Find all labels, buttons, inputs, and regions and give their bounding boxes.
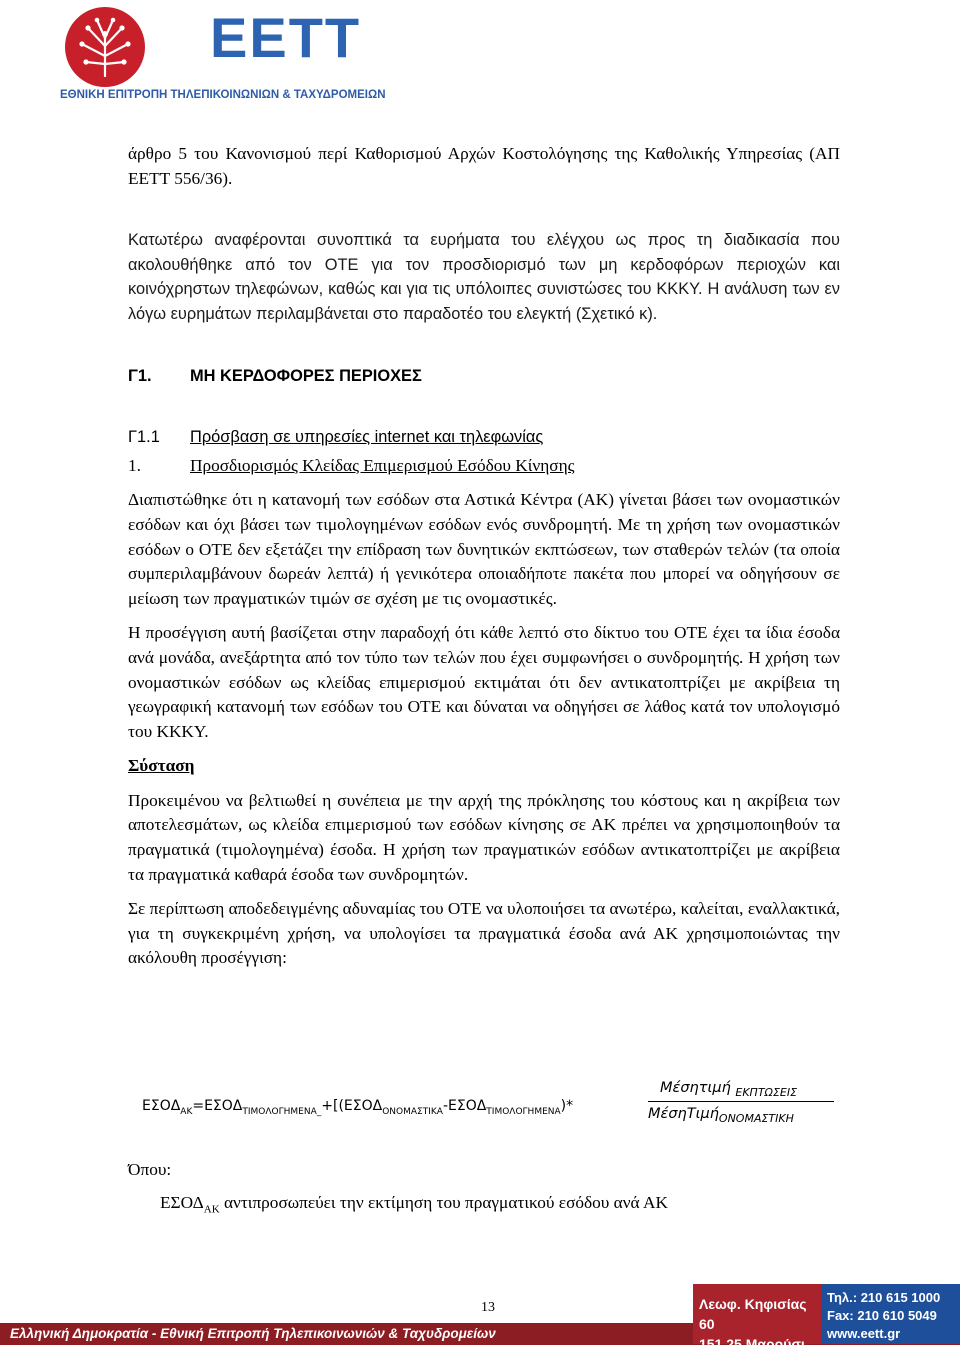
- denominator-main: ΜέσηΤιμή: [648, 1105, 719, 1122]
- item-number: 1.: [128, 455, 141, 475]
- formula-fraction: [648, 1080, 848, 1125]
- definition: [160, 1193, 668, 1215]
- formula-sub: ΤΙΜΟΛΟΓΗΜΕΝΑ: [486, 1106, 561, 1117]
- paragraph-3: Διαπιστώθηκε ότι η κατανομή των εσόδων στα Αστικά Κέντρα (ΑΚ) γίνεται βάσει των ονομαστικών εσόδων και όχι βάσει των τιμολογημένων εσόδων ενός συνδρομητή. Με τη χρήση των ονομαστικών εσόδων ο ΟΤΕ δεν εξετάζει την επίδραση των δυνητικών εκπτώσεων, των σταθερών τελών (τα οποία συμπεριλαμβάνουν δωρεάν λεπτά) ή γενικότερα οποιαδήποτε πακέτα που μπορεί να οδηγήσουν σε μείωση των πραγματικών τιμών σε σχέση με τις ονομαστικές.: [128, 490, 840, 608]
- numerator-main: Μέσητιμή: [660, 1080, 736, 1096]
- address-line-2: 151 25 Μαρούσι: [699, 1336, 805, 1352]
- formula-sub: ΑΚ: [180, 1106, 193, 1117]
- eett-logo: [60, 6, 386, 106]
- footer-address: [693, 1284, 821, 1352]
- document-body: [128, 142, 840, 971]
- footer-tel: Τηλ.: 210 615 1000: [827, 1290, 941, 1305]
- formula-term: +[(ΕΣΟΔ: [321, 1098, 383, 1114]
- formula-sub: ΟΝΟΜΑΣΤΙΚΑ: [382, 1106, 443, 1117]
- definition-term-sub: ΑΚ: [203, 1203, 220, 1216]
- recommendation-title: Σύσταση: [128, 756, 195, 776]
- formula-term: =ΕΣΟΔ: [192, 1098, 243, 1114]
- section-title: ΜΗ ΚΕΡΔΟΦΟΡΕΣ ΠΕΡΙΟΧΕΣ: [190, 366, 422, 385]
- eett-emblem-icon: [64, 6, 146, 88]
- footer-web: www.eett.gr: [827, 1326, 901, 1341]
- subsection-title: Πρόσβαση σε υπηρεσίες internet και τηλεφωνίας: [190, 428, 544, 447]
- footer-contact: [821, 1284, 960, 1344]
- formula-term: )*: [560, 1098, 574, 1114]
- paragraph-5: Προκειμένου να βελτιωθεί η συνέπεια με την αρχή της πρόκλησης του κόστους και η ακρίβεια των αποτελεσμάτων, ως κλείδα επιμερισμού των εσόδων κίνησης σε ΑΚ πρέπει να χρησιμοποιηθούν τα πραγματικά (τιμολογημένα) έσοδα. Η χρήση των πραγματικών εσόδων αντικατοπτρίζει με ακρίβεια τα πραγματικά καθαρά έσοδα των συνδρομητών.: [128, 790, 840, 884]
- paragraph-2: Κατωτέρω αναφέρονται συνοπτικά τα ευρήματα του ελέγχου ως προς τη διαδικασία που ακολουθήθηκε από τον ΟΤΕ για τον προσδιορισμό των μη κερδοφόρων περιοχών και κοινόχρηστων τηλεφώνων, καθώς και για τις υπόλοιπες συνιστώσες του ΚΚΚΥ. Η ανάλυση των εν λόγω ευρημάτων περιλαμβάνεται στο παραδοτέο του ελεγκτή (Σχετικό κ).: [128, 231, 840, 323]
- fraction-line: [648, 1101, 834, 1102]
- section-heading: [128, 364, 840, 389]
- subsection-heading: [128, 425, 840, 450]
- fraction-numerator: [648, 1080, 848, 1099]
- footer-bar-text: Ελληνική Δημοκρατία - Εθνική Επιτροπή Τηλεπικοινωνιών & Ταχυδρομείων: [10, 1326, 496, 1341]
- numerator-sub: ΕΚΠΤΩΣΕΙΣ: [735, 1085, 798, 1099]
- page-number: 13: [481, 1300, 495, 1315]
- logo-text: ΕΕΤΤ: [210, 6, 362, 69]
- formula-main: [142, 1098, 573, 1117]
- where-label: Όπου:: [128, 1160, 172, 1179]
- address-line-1: Λεωφ. Κηφισίας 60: [699, 1296, 807, 1332]
- item-heading: [128, 454, 840, 479]
- fraction-denominator: [648, 1106, 848, 1125]
- formula-term: -ΕΣΟΔ: [442, 1098, 487, 1114]
- logo-subtitle: ΕΘΝΙΚΗ ΕΠΙΤΡΟΠΗ ΤΗΛΕΠΙΚΟΙΝΩΝΙΩΝ & ΤΑΧΥΔΡΟΜΕΙΩΝ: [60, 89, 386, 101]
- paragraph-4: Η προσέγγιση αυτή βασίζεται στην παραδοχή ότι κάθε λεπτό στο δίκτυο του ΟΤΕ έχει τα ίδια έσοδα ανά μονάδα, ανεξάρτητα από τον τύπο των τελών που έχει συμφωνήσει ο συνδρομητής. Η χρήση των ονομαστικών εσόδων ως κλείδας επιμερισμού εκτιμάται ότι δεν αντικατοπτρίζει με ακρίβεια τη γεωγραφική κατανομή των εσόδων του ΟΤΕ και δύναται να οδηγήσει σε λάθος κατά τον υπολογισμό του ΚΚΚΥ.: [128, 623, 840, 741]
- section-number: Γ1.: [128, 366, 152, 385]
- item-title: Προσδιορισμός Κλείδας Επιμερισμού Εσόδου Κίνησης: [190, 455, 575, 475]
- paragraph-1: άρθρο 5 του Κανονισμού περί Καθορισμού Αρχών Κοστολόγησης της Καθολικής Υπηρεσίας (ΑΠ ΕΕΤΤ 556/36).: [128, 144, 840, 188]
- formula-term: ΕΣΟΔ: [142, 1098, 181, 1114]
- definition-text: αντιπροσωπεύει την εκτίμηση του πραγματικού εσόδου ανά ΑΚ: [219, 1193, 668, 1212]
- footer-fax: Fax: 210 610 5049: [827, 1308, 937, 1323]
- subsection-number: Γ1.1: [128, 428, 160, 447]
- definition-term: ΕΣΟΔ: [160, 1193, 204, 1212]
- denominator-sub: ΟΝΟΜΑΣΤΙΚΗ: [718, 1111, 794, 1125]
- formula: [142, 1080, 862, 1140]
- paragraph-6: Σε περίπτωση αποδεδειγμένης αδυναμίας του ΟΤΕ να υλοποιήσει τα ανωτέρω, καλείται, εναλλακτικά, για τη συγκεκριμένη χρήση, να υπολογίσει τα πραγματικά έσοδα ανά ΑΚ χρησιμοποιώντας την ακόλουθη προσέγγιση:: [128, 899, 840, 968]
- formula-sub: ΤΙΜΟΛΟΓΗΜΕΝΑ_: [242, 1106, 322, 1117]
